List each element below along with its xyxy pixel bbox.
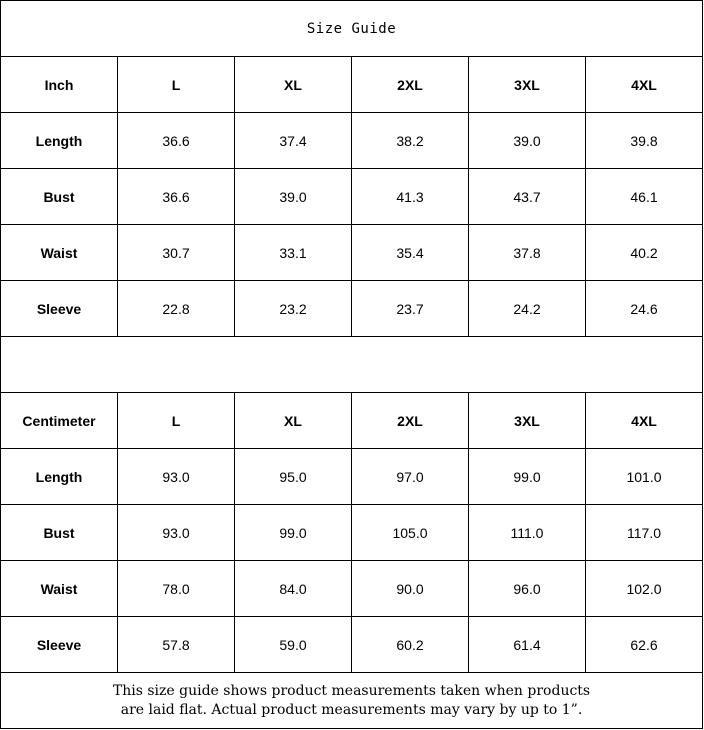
cm-measurement-cell: 105.0 — [352, 505, 469, 561]
inch-row-label: Bust — [1, 169, 118, 225]
inch-measurement-cell: 37.4 — [235, 113, 352, 169]
cm-table-row — [1, 561, 703, 617]
inch-measurement-cell: 33.1 — [235, 225, 352, 281]
cm-measurement-cell: 97.0 — [352, 449, 469, 505]
title-row — [1, 1, 703, 57]
inch-measurement-cell: 36.6 — [118, 113, 235, 169]
inch-table-row — [1, 281, 703, 337]
inch-measurement-cell: 39.8 — [586, 113, 703, 169]
cm-measurement-cell: 102.0 — [586, 561, 703, 617]
footer-row — [1, 673, 703, 729]
inch-unit-label: Inch — [1, 57, 118, 113]
inch-measurement-cell: 22.8 — [118, 281, 235, 337]
spacer-cell — [1, 337, 703, 393]
inch-header-row — [1, 57, 703, 113]
inch-row-label: Waist — [1, 225, 118, 281]
inch-size-header: 2XL — [352, 57, 469, 113]
inch-measurement-cell: 37.8 — [469, 225, 586, 281]
cm-measurement-cell: 93.0 — [118, 505, 235, 561]
cm-row-label: Length — [1, 449, 118, 505]
cm-measurement-cell: 60.2 — [352, 617, 469, 673]
inch-measurement-cell: 36.6 — [118, 169, 235, 225]
inch-measurement-cell: 35.4 — [352, 225, 469, 281]
inch-row-label: Length — [1, 113, 118, 169]
cm-measurement-cell: 62.6 — [586, 617, 703, 673]
cm-measurement-cell: 57.8 — [118, 617, 235, 673]
cm-table-row — [1, 617, 703, 673]
cm-measurement-cell: 93.0 — [118, 449, 235, 505]
inch-row-label: Sleeve — [1, 281, 118, 337]
inch-size-header: 3XL — [469, 57, 586, 113]
cm-measurement-cell: 96.0 — [469, 561, 586, 617]
spacer-row — [1, 337, 703, 393]
cm-measurement-cell: 117.0 — [586, 505, 703, 561]
inch-measurement-cell: 23.7 — [352, 281, 469, 337]
size-guide-body — [1, 1, 703, 729]
cm-size-header: 4XL — [586, 393, 703, 449]
inch-measurement-cell: 39.0 — [469, 113, 586, 169]
inch-measurement-cell: 43.7 — [469, 169, 586, 225]
cm-size-header: L — [118, 393, 235, 449]
inch-size-header: XL — [235, 57, 352, 113]
page-title: Size Guide — [1, 1, 703, 57]
inch-measurement-cell: 38.2 — [352, 113, 469, 169]
cm-measurement-cell: 84.0 — [235, 561, 352, 617]
cm-table-row — [1, 449, 703, 505]
cm-row-label: Waist — [1, 561, 118, 617]
cm-measurement-cell: 59.0 — [235, 617, 352, 673]
cm-measurement-cell: 111.0 — [469, 505, 586, 561]
cm-table-row — [1, 505, 703, 561]
cm-size-header: XL — [235, 393, 352, 449]
cm-header-row — [1, 393, 703, 449]
cm-measurement-cell: 99.0 — [235, 505, 352, 561]
cm-size-header: 3XL — [469, 393, 586, 449]
inch-measurement-cell: 46.1 — [586, 169, 703, 225]
cm-measurement-cell: 90.0 — [352, 561, 469, 617]
cm-measurement-cell: 95.0 — [235, 449, 352, 505]
inch-table-row — [1, 169, 703, 225]
cm-measurement-cell: 61.4 — [469, 617, 586, 673]
inch-size-header: L — [118, 57, 235, 113]
cm-measurement-cell: 101.0 — [586, 449, 703, 505]
inch-table-row — [1, 113, 703, 169]
footer-line: This size guide shows product measurements taken when products — [112, 682, 591, 699]
footer-line: are laid flat. Actual product measurements may vary by up to 1”. — [120, 701, 583, 718]
inch-measurement-cell: 39.0 — [235, 169, 352, 225]
cm-size-header: 2XL — [352, 393, 469, 449]
inch-measurement-cell: 23.2 — [235, 281, 352, 337]
footer-note — [1, 673, 703, 729]
inch-measurement-cell: 24.2 — [469, 281, 586, 337]
cm-unit-label: Centimeter — [1, 393, 118, 449]
inch-measurement-cell: 41.3 — [352, 169, 469, 225]
cm-row-label: Bust — [1, 505, 118, 561]
inch-table-row — [1, 225, 703, 281]
inch-measurement-cell: 40.2 — [586, 225, 703, 281]
cm-measurement-cell: 78.0 — [118, 561, 235, 617]
inch-measurement-cell: 30.7 — [118, 225, 235, 281]
cm-measurement-cell: 99.0 — [469, 449, 586, 505]
cm-row-label: Sleeve — [1, 617, 118, 673]
inch-size-header: 4XL — [586, 57, 703, 113]
inch-measurement-cell: 24.6 — [586, 281, 703, 337]
